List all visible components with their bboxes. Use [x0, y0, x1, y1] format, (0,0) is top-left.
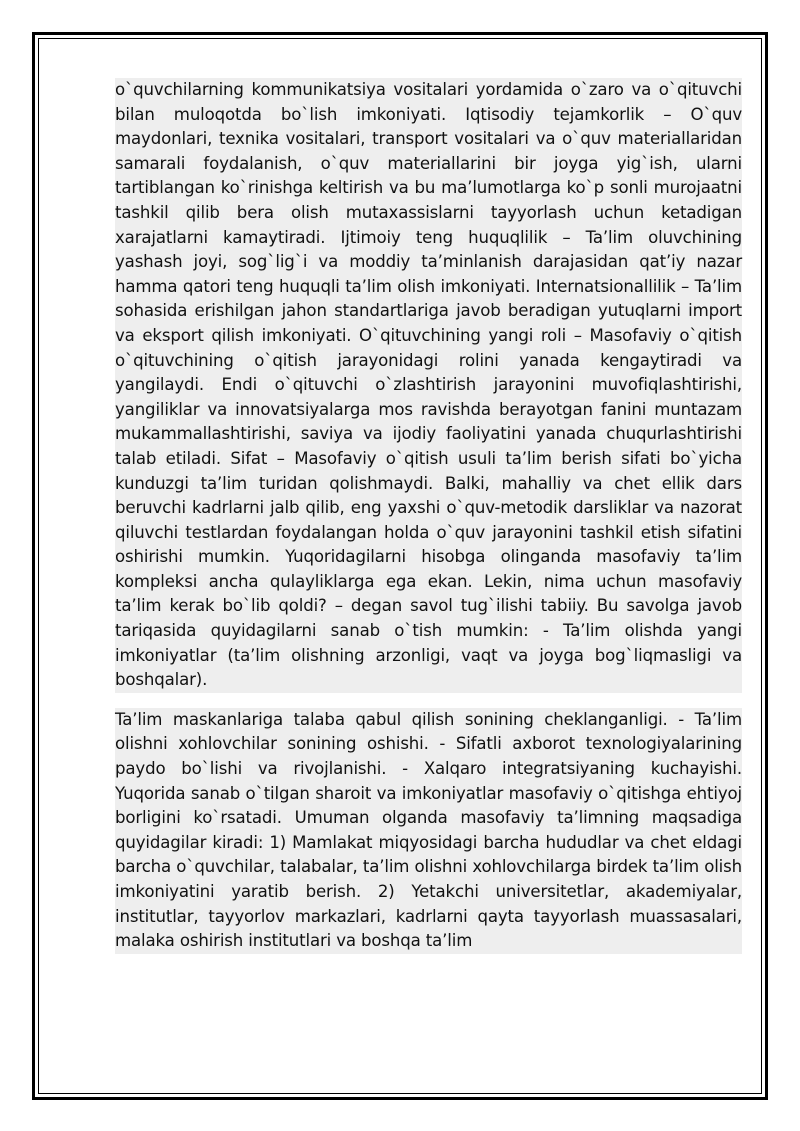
document-body: [115, 78, 742, 954]
paragraph-2: Ta’lim maskanlariga talaba qabul qilish sonining cheklanganligi. - Ta’lim olishni xohlovchilar sonining oshishi. - Sifatli axborot texnologiyalarining paydo bo`lishi va rivojlanishi. - Xalqaro integratsiyaning kuchayishi. Yuqorida sanab o`tilgan sharoit va imkoniyatlar masofaviy o`qitishga ehtiyoj borligini ko`rsatadi. Umuman olganda masofaviy ta’limning maqsadiga quyidagilar kiradi: 1) Mamlakat miqyosidagi barcha hududlar va chet eldagi barcha o`quvchilar, talabalar, ta’lim olishni xohlovchilarga birdek ta’lim olish imkoniyatini yaratib berish. 2) Yetakchi universitetlar, akademiyalar, institutlar, tayyorlov markazlari, kadrlarni qayta tayyorlash muassasalari, malaka oshirish institutlari va boshqa ta’lim: [115, 708, 742, 954]
paragraph-1: o`quvchilarning kommunikatsiya vositalari yordamida o`zaro va o`qituvchi bilan muloqotda bo`lish imkoniyati. Iqtisodiy tejamkorlik – O`quv maydonlari, texnika vositalari, transport vositalari va o`quv materiallaridan samarali foydalanish, o`quv materiallarini bir joyga yig`ish, ularni tartiblangan ko`rinishga keltirish va bu ma’lumotlarga ko`p sonli murojaatni tashkil qilib bera olish mutaxassislarni tayyorlash uchun ketadigan xarajatlarni kamaytiradi. Ijtimoiy teng huquqlilik – Ta’lim oluvchining yashash joyi, sog`lig`i va moddiy ta’minlanish darajasidan qat’iy nazar hamma qatori teng huquqli ta’lim olish imkoniyati. Internatsionallilik – Ta’lim sohasida erishilgan jahon standartlariga javob beradigan yutuqlarni import va eksport qilish imkoniyati. O`qituvchining yangi roli – Masofaviy o`qitish o`qituvchining o`qitish jarayonidagi rolini yanada kengaytiradi va yangilaydi. Endi o`qituvchi o`zlashtirish jarayonini muvofiqlashtirishi, yangiliklar va innovatsiyalarga mos ravishda berayotgan fanini muntazam mukammallashtirishi, saviya va ijodiy faoliyatini yanada chuqurlashtirishi talab etiladi. Sifat – Masofaviy o`qitish usuli ta’lim berish sifati bo`yicha kunduzgi ta’lim turidan qolishmaydi. Balki, mahalliy va chet ellik dars beruvchi kadrlarni jalb qilib, eng yaxshi o`quv-metodik darsliklar va nazorat qiluvchi testlardan foydalangan holda o`quv jarayonini tashkil etish sifatini oshirishi mumkin. Yuqoridagilarni hisobga olinganda masofaviy ta’lim kompleksi ancha qulayliklarga ega ekan. Lekin, nima uchun masofaviy ta’lim kerak bo`lib qoldi? – degan savol tug`ilishi tabiiy. Bu savolga javob tariqasida quyidagilarni sanab o`tish mumkin: - Ta’lim olishda yangi imkoniyatlar (ta’lim olishning arzonligi, vaqt va joyga bog`liqmasligi va boshqalar).: [115, 78, 742, 693]
